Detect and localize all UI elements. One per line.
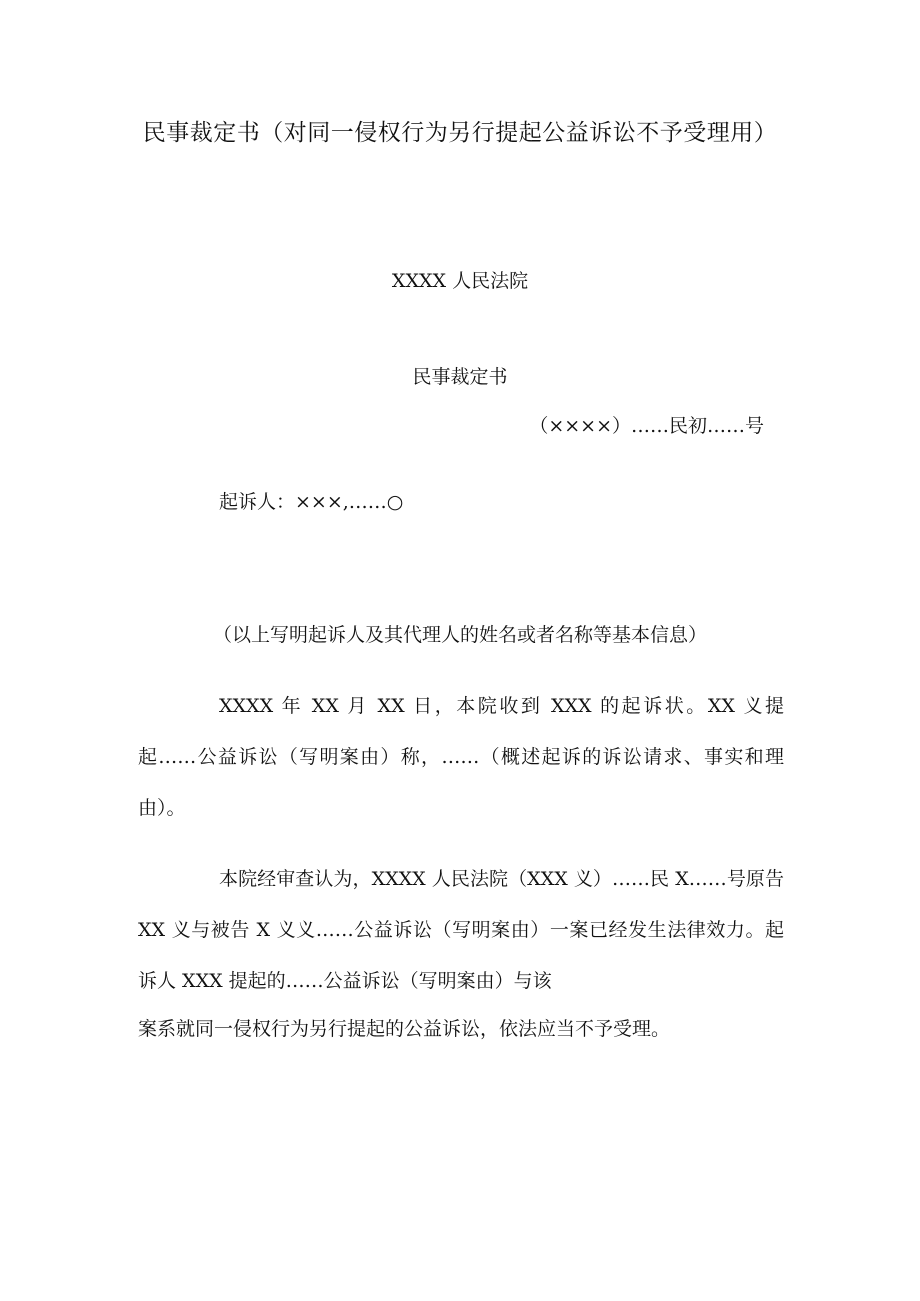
paragraph-review: 本院经审查认为，XXXX 人民法院（XXX 义）……民 X……号原告 XX 义与被告 X 义义……公益诉讼（写明案由）一案已经发生法律效力。起诉人 XXX 提起的……公益诉讼（写明案由）与该 — [138, 868, 784, 992]
party-info-note: （以上写明起诉人及其代理人的姓名或者名称等基本信息） — [212, 624, 707, 646]
case-number: （××××）……民初……号 — [529, 415, 764, 437]
court-name: XXXX 人民法院 — [391, 270, 529, 292]
document-title: 民事裁定书（对同一侵权行为另行提起公益诉讼不予受理用） — [142, 120, 778, 146]
plaintiff-line: 起诉人：×××,……○ — [219, 491, 404, 513]
document-type: 民事裁定书 — [412, 366, 508, 388]
paragraph-complaint: XXXX 年 XX 月 XX 日，本院收到 XXX 的起诉状。XX 义提起……公益诉讼（写明案由）称，……（概述起诉的诉讼请求、事实和理由）。 — [138, 695, 784, 819]
paragraph-conclusion: 案系就同一侵权行为另行提起的公益诉讼，依法应当不予受理。 — [138, 1018, 671, 1040]
